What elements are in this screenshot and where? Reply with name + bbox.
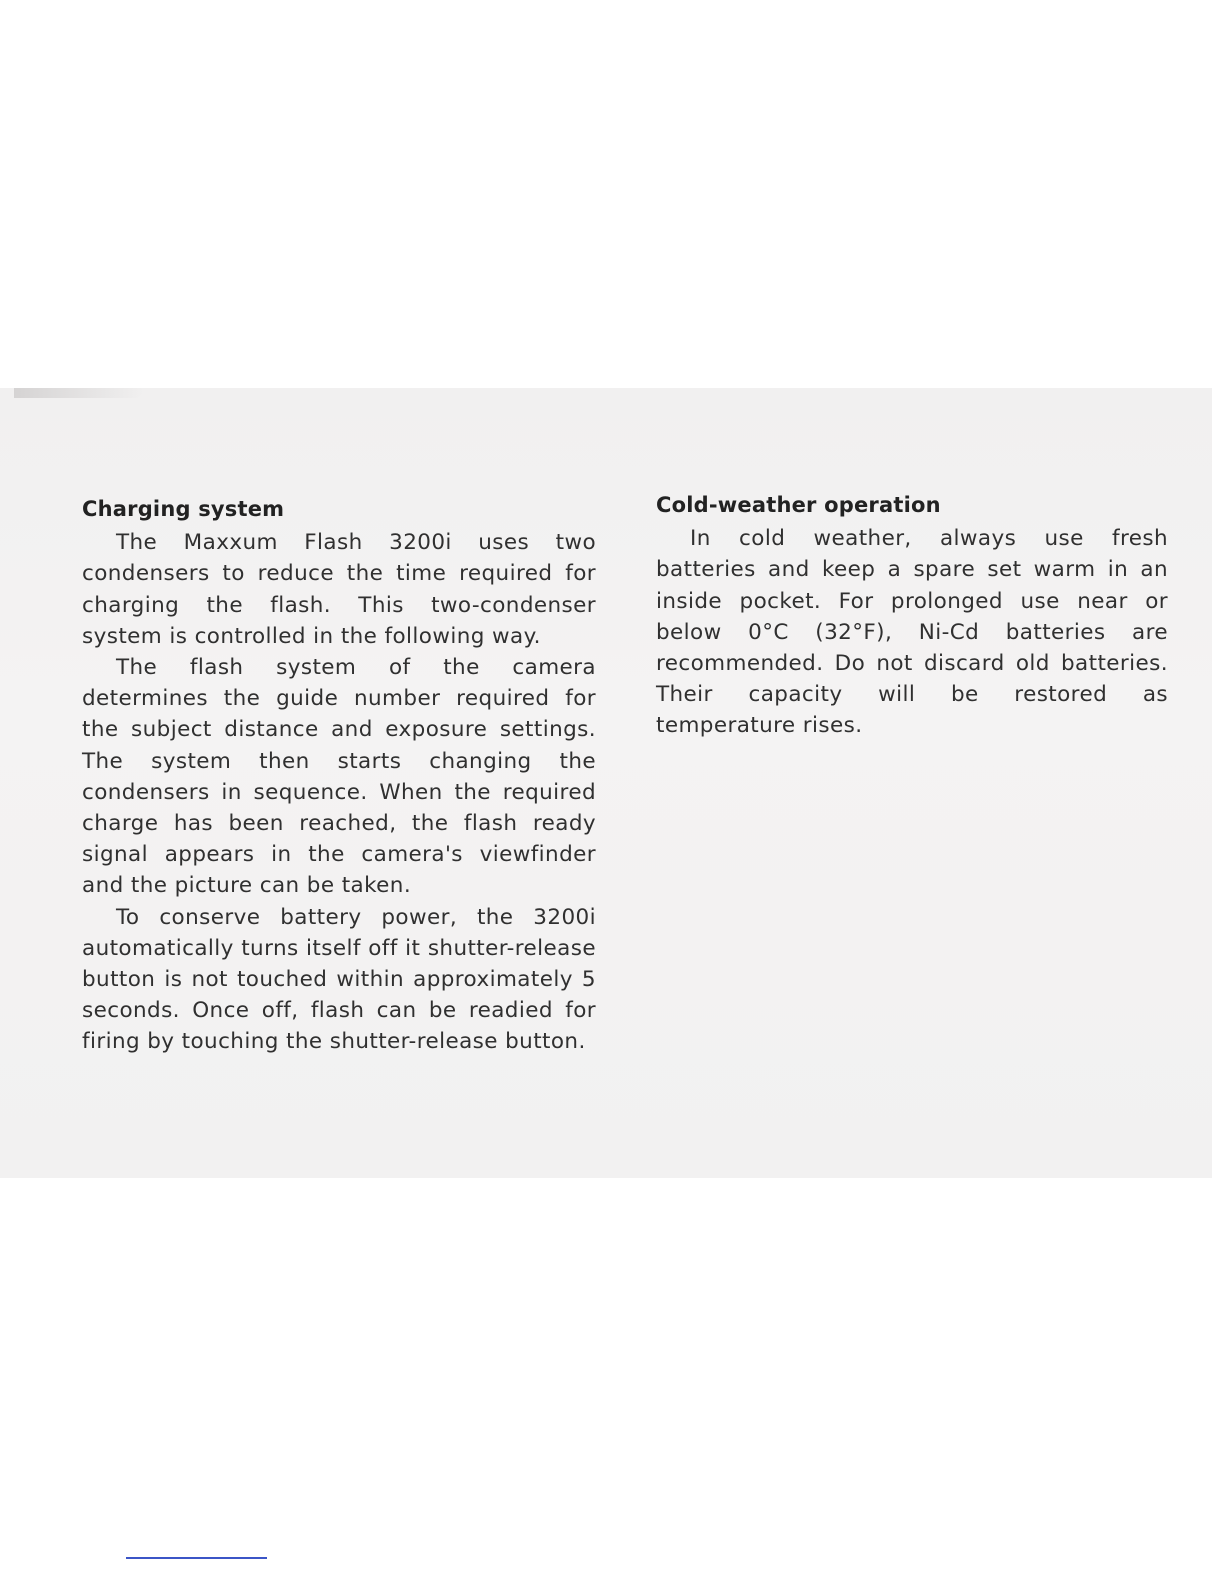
- paragraph: To conserve battery power, the 3200i automatically turns itself off it shutter-release button is not touched within approximately 5 seconds. Once off, flash can be readied for firing by touching the shutter-release button.: [82, 904, 596, 1055]
- paragraph: The flash system of the camera determines the guide number required for the subject distance and exposure settings. The system then starts changing the condensers in sequence. When the required charge has been reached, the flash ready signal appears in the camera's viewfinder and the picture can be taken.: [82, 655, 596, 899]
- page-edge-shadow: [14, 388, 144, 398]
- paragraph: In cold weather, always use fresh batteries and keep a spare set warm in an inside pocket. For prolonged use near or below 0°C (32°F), Ni-Cd batteries are recommended. Do not discard old batteries. Their capacity will be restored as temperature rises.: [656, 526, 1168, 739]
- section-heading: Cold-weather operation: [656, 493, 941, 517]
- section-heading: Charging system: [82, 497, 285, 521]
- footnote-rule: [126, 1557, 267, 1559]
- charging-system-section: [82, 494, 596, 1058]
- paragraph: The Maxxum Flash 3200i uses two condensers to reduce the time required for charging the flash. This two-condenser system is controlled in the following way.: [82, 530, 596, 649]
- cold-weather-section: [656, 490, 1168, 742]
